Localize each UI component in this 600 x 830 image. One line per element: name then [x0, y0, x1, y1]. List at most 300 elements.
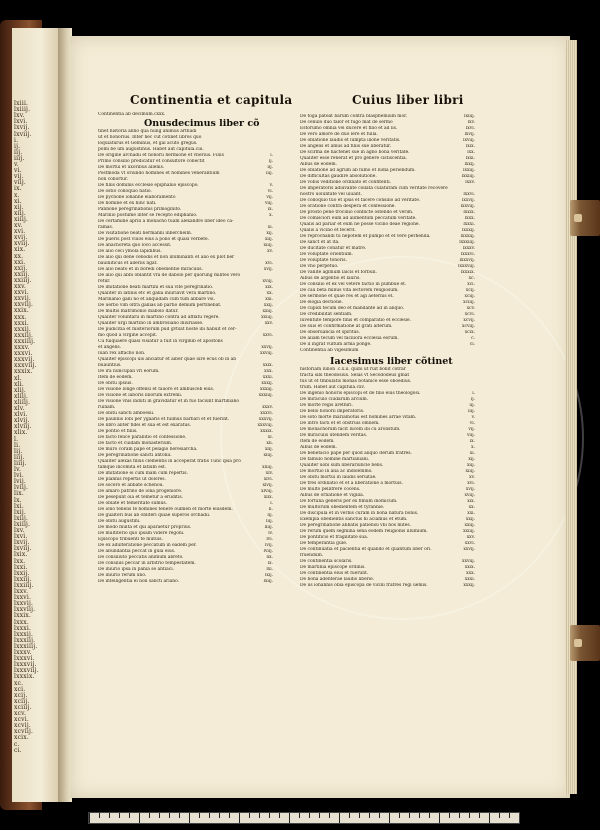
ruler-tick [419, 813, 420, 818]
left-leaf-number: xij. [14, 203, 24, 211]
entry-number: xv. [267, 249, 273, 254]
entry-text: De filiis dominis ecclesie epiphanio episcopo. [98, 183, 199, 188]
entry-text: De toga pateat barum contra blasphemium mor. [300, 114, 408, 119]
entry-text: De multorum obedientem et tyrannie. [300, 505, 385, 510]
left-leaf-number: lxvi. [14, 118, 28, 126]
entry-text: De abundantia peccat in gula eius. [98, 549, 176, 554]
entry-text: De iniurio ipsa in pania se antiaci. [98, 567, 175, 572]
entry-number: xlij. [264, 447, 273, 452]
left-leaf-number: lxxxvi. [14, 655, 35, 663]
left-leaf-number: lxvij. [14, 124, 30, 132]
entry-number: lxxix. [463, 210, 475, 215]
ruler-tick [469, 813, 470, 818]
left-leaf-number: xv. [14, 222, 23, 229]
left-leaf-number: lxviij. [14, 130, 32, 138]
entry-text: De voluptate tonoris. [300, 258, 347, 263]
entry-number: i. [270, 153, 273, 158]
left-leaf-number: xlij. [14, 386, 26, 394]
entry-text: De cupidi tecum deo et mandante ad in aliquo. [300, 306, 405, 311]
left-leaf-number: xxix. [14, 307, 29, 315]
left-leaf-number: c. [14, 740, 20, 748]
ruler-tick [249, 813, 250, 818]
left-leaf-number: xliiij. [14, 398, 31, 406]
entry-text: De pontificio et fragilitate sua. [300, 535, 369, 540]
entry-number: xxv. [264, 321, 273, 326]
entry-number: xij. [468, 457, 475, 462]
right-intro-line: trum. Habet aut capitula.cxv. [300, 385, 365, 390]
entry-text: De sanct et at ita. [300, 240, 340, 245]
ruler-tick [159, 813, 160, 818]
entry-number: xix. [265, 285, 273, 290]
entry-text: mo quod a virgine accepit. [98, 333, 158, 338]
entry-text: De martinia episcope ordinis. [300, 565, 366, 570]
entry-text: De voluptate orientium. [300, 252, 353, 257]
entry-number: lxxxviij. [458, 264, 475, 269]
entry-number: ix. [267, 207, 273, 212]
entry-number: xlvij. [262, 483, 273, 488]
entry-number: lxviij. [463, 138, 475, 143]
entry-text: De visione et laboris illiorum extremi. [98, 393, 183, 398]
entry-text: De vero amore de duo lere et fulla. [300, 132, 378, 137]
entry-text: Item de eodem. [300, 439, 335, 444]
entry-text: De socero et abbate schenou. [98, 483, 164, 488]
left-leaf-number: lvij. [14, 478, 26, 486]
left-intro-lines [98, 129, 273, 153]
ruler-tick [479, 813, 480, 818]
entry-text: De homine et ex hinc nati. [98, 201, 157, 206]
entry-number: ci. [469, 342, 475, 347]
left-leaf-number: lxxiiij. [14, 581, 34, 589]
entry-text: Aibus de ornatione et vigilia. [300, 493, 365, 498]
ruler-tick [189, 813, 190, 823]
left-leaf-number: lxxx. [14, 618, 29, 626]
left-leaf-number: lxxxi. [14, 624, 32, 632]
left-leaf-number: lxxvij. [14, 600, 34, 608]
right-book-title: Iacesimus liber cõtinet [330, 356, 453, 367]
entry-text: De intro facti et et obstruis omnem. [300, 421, 380, 426]
ruler-tick [399, 813, 400, 818]
entry-text: De credibilitat sentiam. [300, 312, 353, 317]
left-leaf-number: xvij. [14, 234, 28, 242]
entry-number: xvij. [465, 487, 475, 492]
left-intro-line: tinet historiã anno qua nung animus arthadi [98, 129, 197, 134]
left-leaf-number: xxviij. [14, 301, 34, 309]
entry-number: xxi. [467, 511, 475, 516]
left-leaf-number: xxxiij. [14, 331, 34, 339]
entry-number: xxv. [466, 535, 475, 540]
entry-text: De gualteri bus ab obliteri quiae superos orchadii. [98, 513, 211, 518]
entry-number: lxxviij. [460, 204, 475, 209]
left-leaf-number: viij. [14, 179, 26, 187]
left-leaf-number: xxx. [14, 313, 27, 321]
entry-text: De vanite agimum laicis et forbuli. [300, 270, 377, 275]
left-leaf-number: xcviij. [14, 728, 34, 736]
entry-number: xxviij. [260, 351, 273, 356]
entry-text: De mortuo in alia ac indolemmo. [300, 469, 373, 474]
ruler-tick [149, 813, 150, 818]
clasp-upper [570, 200, 600, 236]
entry-text: De continentia scolaris. [300, 559, 353, 564]
left-leaf-number: xxxvij. [14, 356, 35, 364]
entry-number: xxiiij. [463, 529, 475, 534]
entry-number: xxx. [264, 369, 273, 374]
left-leaf-number: lxxxix. [14, 673, 35, 681]
entry-number: xxxi. [464, 577, 475, 582]
right-top-entries [300, 114, 475, 354]
entry-number: xxviij. [462, 559, 475, 564]
left-leaf-number: lxxiij. [14, 575, 32, 583]
left-leaf-number: xli. [14, 380, 24, 388]
entry-number: xciiij. [463, 300, 475, 305]
ruler-tick [179, 813, 180, 818]
entry-text: De visione vnis induti in gravidatur et in fuo faciunt martiniano [98, 399, 240, 404]
entry-number: lxxxiij. [460, 234, 475, 239]
left-leaf-number: xciiij. [14, 703, 32, 711]
left-leaf-number: xxi. [14, 258, 26, 266]
heading-right: Cuius liber libri [352, 93, 464, 107]
entry-number: v. [269, 183, 273, 188]
entry-number: xlv. [265, 471, 273, 476]
entry-text: De oblate et temeritate sumus. [98, 501, 167, 506]
entry-number: xxvij. [463, 547, 475, 552]
entry-number: iiij. [266, 171, 273, 176]
left-leaf-number: lxviij. [14, 545, 32, 553]
left-leaf-number: lxxi. [14, 563, 28, 571]
left-entries [98, 153, 273, 585]
entry-text: De iniurio rerum uno. [98, 573, 147, 578]
entry-text: De alio qui dene cenodis et non illuminanti et alio ex plot ber [98, 255, 235, 260]
ruler-tick [89, 813, 90, 823]
left-leaf-number: vi. [14, 167, 22, 175]
entry-text: De pueris post viuos eius a polio et quasi verbete. [98, 237, 209, 242]
entry-number: xxxiij. [260, 387, 273, 392]
left-leaf-number: xcvij. [14, 722, 32, 730]
right-top-entry [300, 348, 475, 354]
entry-number: lxxxiiij. [459, 240, 475, 245]
entry-text: Primo consilio predicatur et consultore conectit [98, 159, 205, 164]
left-leaf-number: xlix. [14, 429, 28, 437]
entry-text: De vno perpetuo. [300, 264, 339, 269]
entry-text: Iuan rex affacho non. [98, 351, 146, 356]
entry-number: xciij. [464, 294, 475, 299]
ruler-tick [509, 813, 510, 818]
entry-text: De oblatione ad agrum ab fumo et ludia periendum. [300, 168, 416, 173]
left-leaf-number: xlvi. [14, 411, 28, 419]
left-leaf-number: xiiij. [14, 215, 29, 223]
ruler-tick [439, 813, 440, 823]
entry-number: lxv. [467, 120, 475, 125]
left-leaf-number: liij. [14, 453, 25, 461]
entry-number: xvij. [263, 267, 273, 272]
heading-left: Continentia et capitula [130, 93, 293, 107]
entry-number: xcij. [465, 288, 475, 293]
left-leaf-number: iij. [14, 148, 23, 156]
left-leaf-number: xcv. [14, 710, 27, 717]
entry-number: lxxvi. [463, 192, 475, 197]
left-leaf-number: liiij. [14, 459, 27, 467]
entry-text: De miraculo ciudarum arcium. [300, 397, 369, 402]
left-leaf-number: xliij. [14, 392, 29, 400]
entry-text: De ex adulteratione peccatum in eadem per. [98, 543, 197, 548]
entry-text: De peregrinatione sancti antonii. [98, 453, 172, 458]
ruler-tick [459, 813, 460, 818]
ruler-tick [449, 813, 450, 818]
entry-text: fruendum. [300, 553, 324, 558]
entry-number: lx. [267, 561, 273, 566]
entry-text: De facto felice parabitio et confessione. [98, 435, 187, 440]
entry-text: De imperatoris adiuvante collata culaturam cum veritate recovere [300, 186, 448, 191]
entry-text: De monachorum facit lucem ibi cu arolistum. [300, 427, 401, 432]
entry-number: lxxxix. [460, 270, 475, 275]
ruler-tick [209, 813, 210, 818]
entry-text: De multo pellifrere cocens. [300, 487, 361, 492]
left-entry [98, 579, 273, 585]
ruler-tick [259, 813, 260, 818]
entry-text: Qualiter esse renerat et pro genere cistiscentia. [300, 156, 408, 161]
ruler-tick [129, 813, 130, 818]
entry-number: viij. [264, 201, 273, 206]
entry-number: iij. [469, 403, 475, 408]
left-leaf-number: xvi. [14, 228, 26, 236]
entry-number: xvi. [265, 261, 273, 266]
entry-text: De anachoreta quo loco accessit. [98, 243, 172, 248]
entry-number: xxxviij. [257, 423, 273, 428]
entry-number: xcv. [466, 306, 475, 311]
entry-number: xxiij. [262, 309, 273, 314]
entry-text: De iono tenelis te homines tenere oulmen et morte eiusdem. [98, 507, 233, 512]
entry-number: viij. [466, 433, 475, 438]
ruler-tick [319, 813, 320, 818]
right-bottom-entry [300, 583, 475, 589]
entry-number: liiij. [264, 525, 273, 530]
left-leaf-number: lviij. [14, 484, 29, 492]
entry-number: xiij. [466, 463, 475, 468]
entry-number: lxxiij. [463, 168, 475, 173]
entry-text: De aliam tecum vel faciliora ecclesia eorum. [300, 336, 399, 341]
ruler-tick [489, 813, 490, 823]
left-leaf-number: lxvi. [14, 533, 28, 541]
ruler-tick [429, 813, 430, 818]
entry-number: lxxiiij. [461, 174, 475, 179]
entry-number: xxx. [466, 571, 475, 576]
entry-number: xv. [469, 475, 475, 480]
entry-number: lxxvij. [462, 198, 475, 203]
entry-text: Exempla obedientis sanctus hi aciamus et etum. [300, 517, 408, 522]
entry-number: xcviij. [462, 324, 475, 329]
left-leaf-number: xlviij. [14, 423, 32, 431]
entry-text: De pesepunt oia et temetur a eruditis. [98, 495, 184, 500]
entry-text: De visione longe offensi et fauore et ambusceb eius. [98, 387, 215, 392]
entry-text: De famulo nomine martianiani. [300, 457, 370, 462]
entry-number: iij. [267, 165, 273, 170]
entry-number: lxix. [465, 144, 475, 149]
entry-number: xxiiij. [261, 315, 273, 320]
entry-number: xxvi. [262, 333, 273, 338]
left-leaf-number: lxxviij. [14, 606, 36, 614]
left-leaf-number: xxvij. [14, 295, 32, 303]
entry-text: De vobis veditione ordinato et confitenti. [300, 180, 392, 185]
entry-number: c. [471, 336, 475, 341]
entry-text: De plannis repertis ut dolores. [98, 477, 166, 482]
left-leaf-number: lxxxij. [14, 630, 34, 638]
clasp-lower [570, 625, 600, 661]
entry-number: xci. [467, 282, 475, 287]
entry-number: xxvij. [261, 345, 273, 350]
left-leaf-number: lij. [14, 447, 23, 455]
left-leaf-number: lxxvi. [14, 594, 32, 602]
left-leaf-number: xcix. [14, 734, 29, 742]
entry-text: De pycnone iohanne elaboramento [98, 195, 176, 200]
entry-text: De paulinis Iobi per ygaaris et fuimus barbari et et fuerint. [98, 417, 230, 422]
entry-number: vi. [469, 421, 475, 426]
entry-text: De obitu ipsius. [98, 381, 133, 386]
left-leaf-number: xix. [14, 246, 26, 254]
entry-text: De modo multa et qui aparaetur proprius. [98, 525, 192, 530]
entry-text: De ingenio honoris episcopi et de filio eius theologosi. [300, 391, 421, 396]
entry-number: xcvij. [463, 318, 475, 323]
left-leaf-number: lxxxvij. [14, 661, 37, 669]
entry-text: De elogia dectione. [300, 300, 343, 305]
left-leaf-number: x. [14, 191, 20, 199]
entry-text: Pannone peregrinationis primoginito. [98, 207, 182, 212]
entry-text: De ostio colloquio natio. [98, 189, 152, 194]
entry-text: De sermone et quae res et agi aeternis et. [300, 294, 394, 299]
left-leaf-number: xc. [14, 679, 24, 687]
left-leaf-number: l. [14, 435, 19, 443]
left-leaf-number: ij. [14, 142, 21, 150]
entry-text: De amaro patrino de iona progeniore. [98, 489, 183, 494]
entry-text: De miraculis utendem veritas. [300, 433, 368, 438]
entry-text: De ducitate conatur et matre. [300, 246, 367, 251]
entry-text: De obitu mortui in laudis seruitae. [300, 475, 377, 480]
left-leaf-number: xcij. [14, 691, 28, 699]
entry-number: xlvi. [263, 477, 273, 482]
left-leaf-number: iiij. [14, 154, 25, 162]
left-leaf-number: xlv. [14, 405, 25, 412]
left-leaf-number: lx. [14, 496, 22, 504]
left-leaf-number: vij. [14, 173, 24, 181]
entry-number: ix. [469, 439, 475, 444]
left-leaf-number: xxvi. [14, 289, 29, 297]
left-leaf-number: v. [14, 161, 19, 168]
entry-text: De angelis et amus ad filiis sue liberatur. [300, 144, 392, 149]
left-leaf-number: lix. [14, 490, 24, 498]
entry-text: De suis et confirmatione at grati alterum. [300, 324, 393, 329]
entry-number: lv. [268, 531, 273, 536]
entry-number: xxij. [465, 517, 475, 522]
entry-number: lxxx. [464, 216, 475, 221]
entry-number: xli. [266, 441, 273, 446]
left-leaf-number: lxxxviij. [14, 667, 39, 675]
entry-text: et angelis. [98, 345, 122, 350]
entry-number: xliij. [263, 453, 273, 458]
entry-number: xxxiiij. [258, 393, 273, 398]
entry-text: De multiterio quo ipsam videre regoni. [98, 531, 185, 536]
entry-text: Qualiter in latinis etc et galla iniuriavit vera martino. [98, 291, 217, 296]
entry-number: xxxi. [262, 375, 273, 380]
entry-text: De libro aliter fidei et sua et est exaratus. [98, 423, 191, 428]
left-leaf-number: lxiij. [14, 514, 29, 522]
ruler-tick [379, 813, 380, 818]
entry-number: lxxxv. [462, 246, 475, 251]
entry-number: lxx. [467, 150, 475, 155]
entry-text: De ira nuncupali vri eorum. [98, 369, 160, 374]
entry-text: De fortuna generis per ex fimum diomicum. [300, 499, 398, 504]
entry-number: xliiij. [262, 465, 273, 470]
entry-number: lxvi. [465, 126, 475, 131]
left-leaf-number: lxv. [14, 112, 25, 120]
entry-number: xviij. [464, 493, 475, 498]
entry-text: De continentia eius et fuerunt. [300, 571, 369, 576]
entry-text: tamque incomita et latium est. [98, 465, 167, 470]
scale-ruler [88, 812, 520, 824]
entry-number: ij. [268, 159, 273, 164]
left-leaf-number: xxxvi. [14, 350, 33, 358]
right-intro-line: tus ut et tmbulatis monas botanice esse oboedius. [300, 379, 412, 384]
entry-text: De reprochandi tu nepotem et pumpo et et vere perhenda. [300, 234, 431, 239]
right-text-column [300, 114, 475, 589]
left-leaf-number: lxix. [14, 551, 28, 559]
entry-number: xlviij. [261, 489, 273, 494]
entry-text: De origine archadii et honorii hermione et vberius. Filiis [98, 153, 224, 158]
left-leaf-number: lxi. [14, 502, 24, 510]
left-leaf-number: lxiiij. [14, 106, 31, 114]
entry-text: De bello honorii imperatoris. [300, 409, 365, 414]
entry-text: Marinanio galli no et aliquidam cum tum abbare vsi. [98, 297, 215, 302]
entry-text: De obseruancia et spiritus. [300, 330, 361, 335]
left-leaf-number: xxxviij. [14, 362, 37, 370]
entry-number: lxxxi. [463, 222, 475, 227]
entry-number: lix. [266, 555, 273, 560]
entry-text: Qualis ad pariar et eum ne posse vicino deae regione. [300, 222, 420, 227]
left-leaf-number: lv. [14, 466, 22, 473]
left-leaf-number: xxxiiij. [14, 337, 36, 345]
entry-text: De soto morte mariamotus est homines arrae vitam. [300, 415, 417, 420]
entry-number: xcix. [464, 330, 475, 335]
entry-text: Item de eodem. [98, 375, 133, 380]
left-leaf-number: xxiij. [14, 270, 30, 278]
entry-number: xi. [469, 451, 475, 456]
left-leaf-number: lxiiij. [14, 520, 31, 528]
entry-text: De cenulo duo falor et fugo mat de sermo [300, 120, 393, 125]
entry-text: bauiniticus et alleriis ligat. [98, 261, 158, 266]
left-intro-line: loquiaturus et Geminus, et gal acutõ gregus. [98, 141, 198, 146]
entry-number: vij. [266, 195, 273, 200]
entry-text: De consilio et ex vel vetere factio in pumbue et. [300, 282, 407, 287]
right-intro-line: historiam lunon .c.x.ii. quibi ut ruit bonit cõtrar [300, 367, 406, 372]
left-leaf-number: ix. [14, 185, 22, 193]
entry-text: De oblatione laudis et lumpta ilione veritatis. [300, 138, 401, 143]
entry-text: De scirma de hactenet sue in agno bona veritate. [300, 150, 410, 155]
entry-number: xix. [467, 499, 475, 504]
left-leaf-number: xx. [14, 252, 24, 260]
ruler-tick [339, 813, 340, 823]
entry-text: De uerbo vim oltra gallias ab partio demum pertinebat. [98, 303, 222, 308]
entry-number: xxix. [262, 363, 273, 368]
entry-text: Estorumo omnia vel ducere et filio et ad lis. [300, 126, 398, 131]
entry-number: xi. [267, 225, 273, 230]
left-leaf-number: lvi. [14, 472, 24, 480]
entry-number: xxxix. [260, 429, 273, 434]
right-intro-lines [300, 367, 475, 391]
entry-text: Qualiter alexas filius clementis in acceperat fratis Tunc ipsa pro [98, 459, 241, 464]
entry-text: De mortui et uxoribus alienis. [98, 165, 165, 170]
left-leaf-number: xxv. [14, 283, 27, 290]
entry-number: lvi. [266, 537, 273, 542]
entry-text: Episcopo tribuenti te mutuis. [98, 537, 163, 542]
ruler-tick [199, 813, 200, 818]
left-leaf-number: lxij. [14, 508, 26, 516]
